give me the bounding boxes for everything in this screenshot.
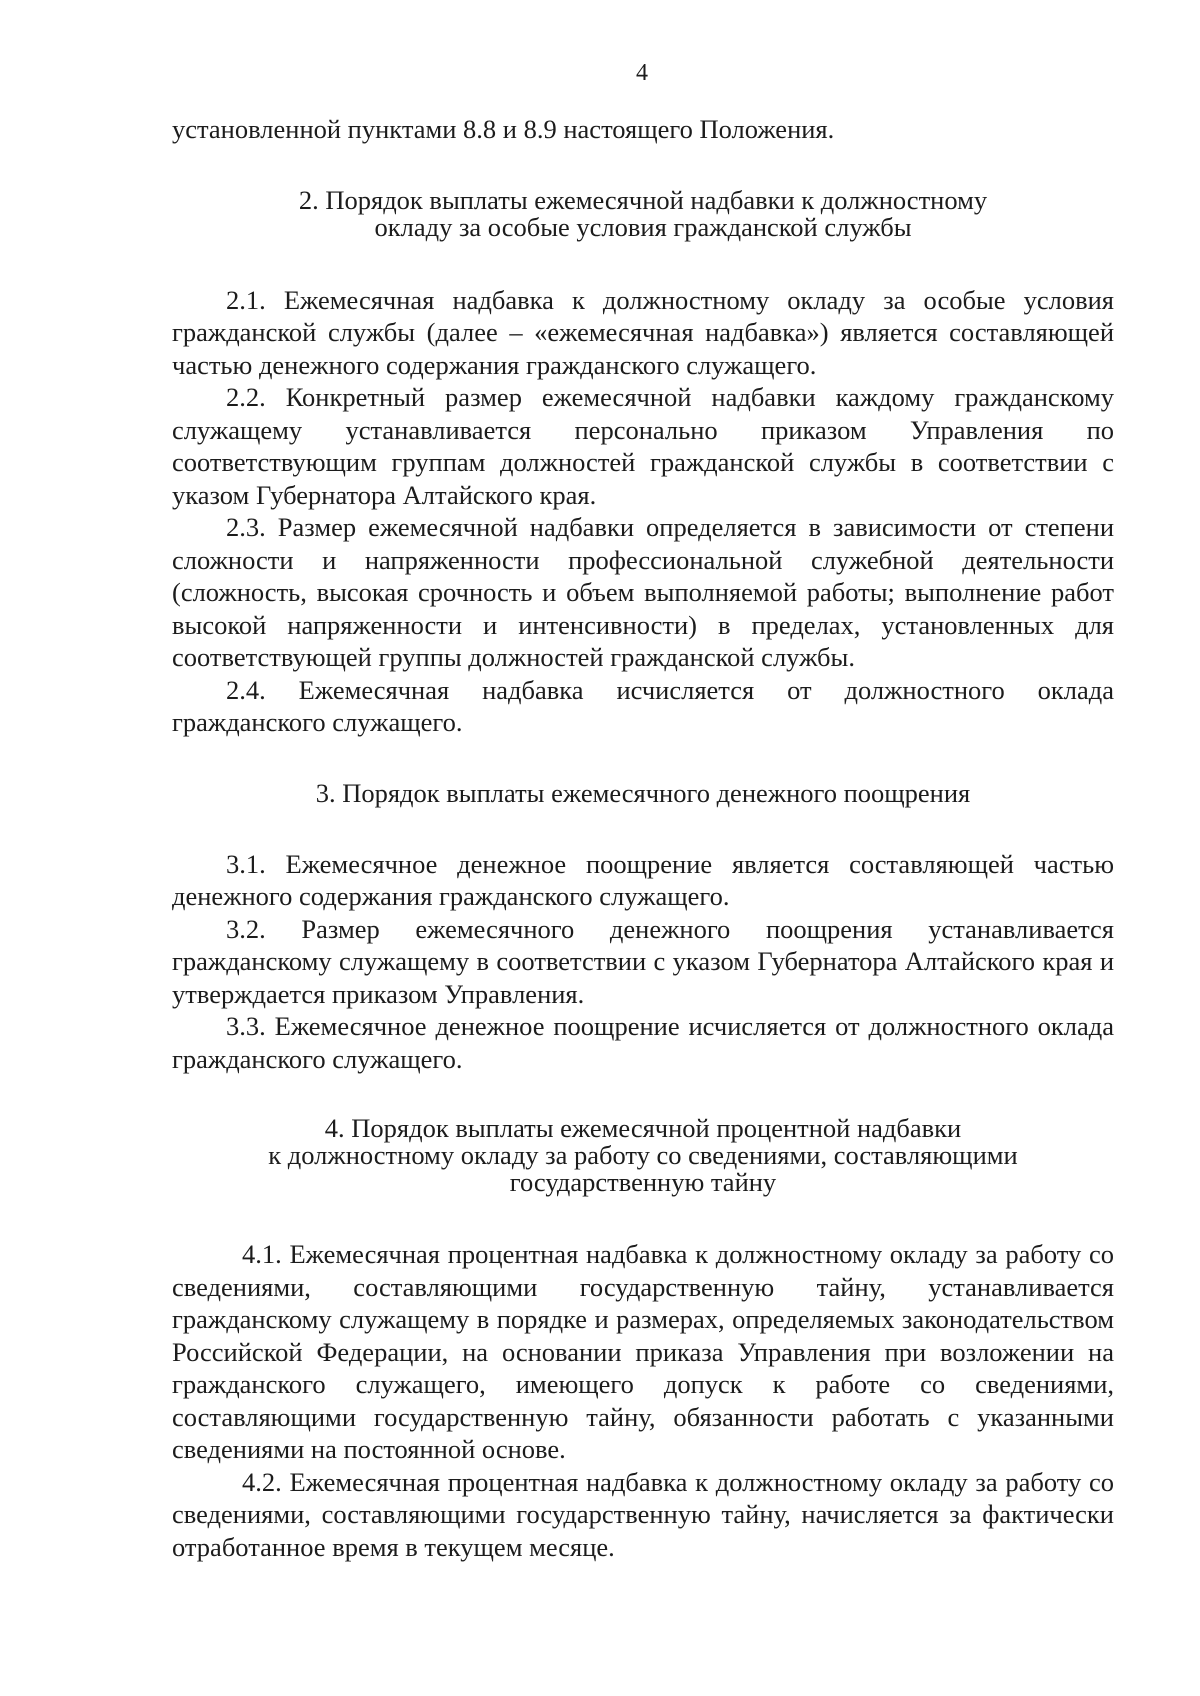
- section-3-heading-line: 3. Порядок выплаты ежемесячного денежного поощрения: [315, 777, 971, 808]
- section-4-heading-line: к должностному окладу за работу со сведениями, составляющими: [268, 1140, 1018, 1170]
- paragraph-3-2: 3.2. Размер ежемесячного денежного поощрения устанавливается гражданскому служащему в соответствии с указом Губернатора Алтайского края и утверждается приказом Управления.: [172, 913, 1114, 1009]
- section-4-heading-line: 4. Порядок выплаты ежемесячной процентной надбавки: [324, 1113, 962, 1143]
- continuation-line: установленной пунктами 8.8 и 8.9 настоящего Положения.: [172, 114, 835, 144]
- section-4-heading-line: государственную тайну: [509, 1167, 777, 1197]
- paragraph-2-2: 2.2. Конкретный размер ежемесячной надбавки каждому гражданскому служащему устанавливается персонально приказом Управления по соответствующим группам должностей гражданской службы в соответствии с указом Губернатора Алтайского края.: [172, 382, 1114, 510]
- paragraph-4-2: 4.2. Ежемесячная процентная надбавка к должностному окладу за работу со сведениями, составляющими государственную тайну, начисляется за фактически отработанное время в текущем месяце.: [172, 1466, 1114, 1562]
- section-3-heading: [172, 777, 1114, 808]
- section-2-heading: [172, 184, 1114, 242]
- document-body: [172, 113, 1114, 1563]
- paragraph-2-4: 2.4. Ежемесячная надбавка исчисляется от должностного оклада гражданского служащего.: [172, 674, 1114, 737]
- paragraph-2-3: 2.3. Размер ежемесячной надбавки определяется в зависимости от степени сложности и напряженности профессиональной служебной деятельности (сложность, высокая срочность и объем выполняемой работы; выполнение работ высокой напряженности и интенсивности) в пределах, установленных для соответствующей группы должностей гражданской службы.: [172, 512, 1114, 672]
- paragraph-4-1: 4.1. Ежемесячная процентная надбавка к должностному окладу за работу со сведениями, составляющими государственную тайну, устанавливается гражданскому служащему в порядке и размерах, определяемых законодательством Российской Федерации, на основании приказа Управления при возложении на гражданского служащего, имеющего допуск к работе со сведениями, составляющими государственную тайну, обязанности работать с указанными сведениями на постоянной основе.: [172, 1239, 1114, 1464]
- section-2-heading-line: 2. Порядок выплаты ежемесячной надбавки к должностному: [298, 184, 988, 215]
- section-4-heading: [172, 1115, 1114, 1196]
- paragraph-3-1: 3.1. Ежемесячное денежное поощрение является составляющей частью денежного содержания гражданского служащего.: [172, 848, 1114, 911]
- paragraph-2-1: 2.1. Ежемесячная надбавка к должностному окладу за особые условия гражданской службы (далее – «ежемесячная надбавка») является составляющей частью денежного содержания гражданского служащего.: [172, 284, 1114, 380]
- page-number: 4: [636, 60, 648, 86]
- section-2-heading-line: окладу за особые условия гражданской службы: [374, 211, 912, 242]
- paragraph-3-3: 3.3. Ежемесячное денежное поощрение исчисляется от должностного оклада гражданского служащего.: [172, 1011, 1114, 1074]
